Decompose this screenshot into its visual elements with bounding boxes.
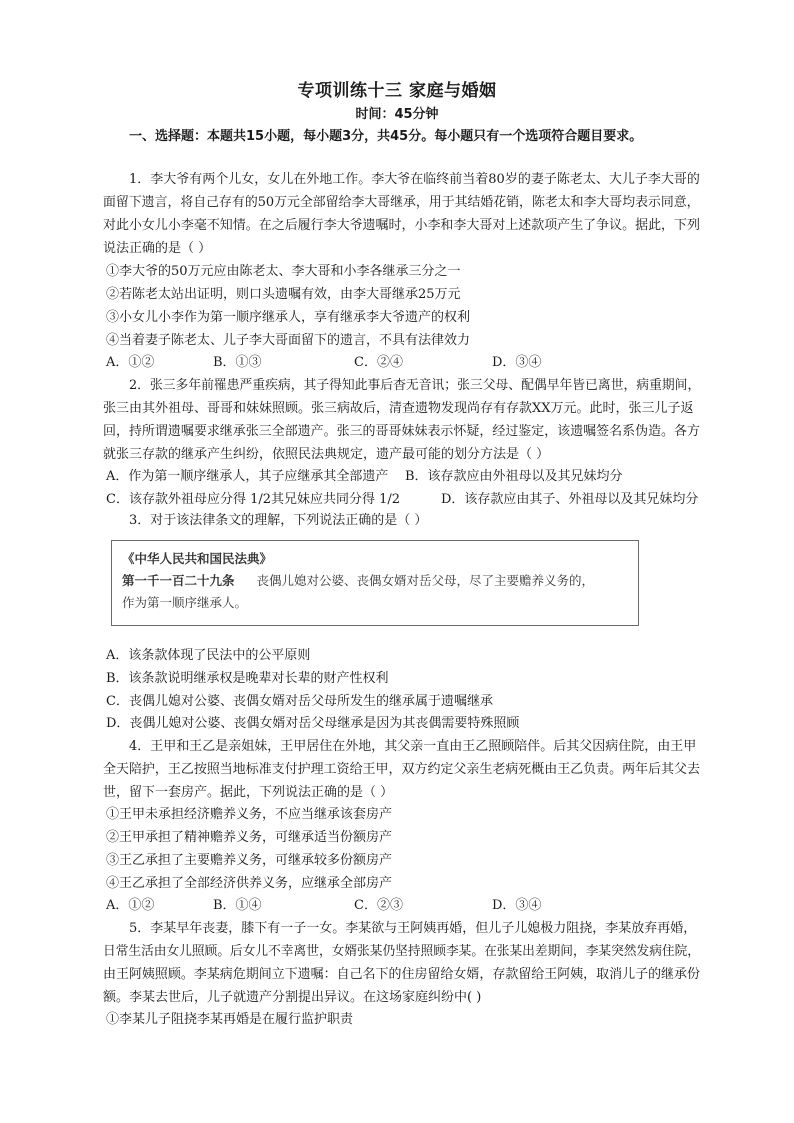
q5-line: 5．李某早年丧妻，膝下有一子一女。李某欲与王阿姨再婚，但儿子儿媳极力阻挠，李某放弃再婚， (129, 921, 697, 936)
q1-option-b: B．①③ (213, 355, 262, 370)
q1-line: 面留下遗言，将自己存有的50万元全部留给李大哥继承，用于其结婚花销，陈老太和李大哥均表示同意， (103, 195, 700, 210)
q5-line: 日常生活由女儿照顾。后女儿不幸离世，女婿张某仍坚持照顾李某。在张某出差期间，李某突然发病住院， (103, 944, 701, 959)
time-limit: 时间：45分钟 (355, 107, 439, 122)
law-text-line: 作为第一顺序继承人。 (122, 595, 248, 610)
law-excerpt-box (111, 540, 639, 626)
law-article-number: 第一千一百二十九条 (122, 573, 235, 588)
q3-option-c: C．丧偶儿媳对公婆、丧偶女婿对岳父母所发生的继承属于遗嘱继承 (106, 694, 493, 709)
q1-line: 说法正确的是（ ） (103, 241, 212, 256)
q1-line: 1．李大爷有两个儿女，女儿在外地工作。李大爷在临终前当着80岁的妻子陈老太、大儿子李大哥的 (129, 172, 700, 187)
q3-option-d: D．丧偶儿媳对公婆、丧偶女婿对岳父母继承是因为其丧偶需要特殊照顾 (106, 716, 520, 731)
q4-option-a: A．①② (106, 898, 155, 913)
q2-line: 2．张三多年前罹患严重疾病，其子得知此事后杳无音讯；张三父母、配偶早年皆已离世，病重期间， (129, 378, 701, 393)
law-text: 丧偶儿媳对公婆、丧偶女婿对岳父母，尽了主要赡养义务的， (256, 573, 594, 588)
q1-line: 对此小女儿小李毫不知情。在之后履行李大爷遗嘱时，小李和李大哥对上述款项产生了争议。据此，下列 (103, 218, 700, 233)
q2-option-a: A．作为第一顺序继承人，其子应继承其全部遗产 (106, 469, 389, 484)
q2-option-c: C．该存款外祖母应分得 1/2其兄妹应共同分得 1/2 (106, 492, 401, 507)
q4-option-d: D．③④ (492, 898, 542, 913)
q4-option-c: C．②③ (354, 898, 403, 913)
q4-option-b: B．①④ (213, 898, 262, 913)
q5-item: ①李某儿子阻挠李某再婚是在履行监护职责 (106, 1012, 354, 1027)
q2-option-b: B．该存款应由外祖母以及其兄妹均分 (405, 469, 623, 484)
q2-line: 就张三存款的继承产生纠纷，依照民法典规定，遗产最可能的划分方法是（ ） (103, 447, 550, 462)
q1-item: ①李大爷的50万元应由陈老太、李大哥和小李各继承三分之一 (106, 264, 461, 279)
law-text-line (122, 571, 594, 589)
page-title: 专项训练十三 家庭与婚姻 (297, 81, 497, 101)
q4-line: 全天陪护，王乙按照当地标准支付护理工资给王甲，双方约定父亲生老病死概由王乙负责。两年后其父去 (103, 762, 700, 777)
q4-line: 4．王甲和王乙是亲姐妹，王甲居住在外地，其父亲一直由王乙照顾陪伴。后其父因病住院，由王甲 (129, 739, 697, 754)
q2-line: 张三由其外祖母、哥哥和妹妹照顾。张三病故后，清查遗物发现尚存有存款XX万元。此时，张三儿子返 (103, 401, 694, 416)
q2-line: 回，持所谓遗嘱要求继承张三全部遗产。张三的哥哥妹妹表示怀疑，经过鉴定，该遗嘱签名系伪造。各方 (103, 424, 700, 439)
q1-item: ②若陈老太站出证明，则口头遗嘱有效，由李大哥继承25万元 (106, 287, 461, 302)
q5-line: 由王阿姨照顾。李某病危期间立下遗嘱：自己名下的住房留给女婿，存款留给王阿姨，取消儿子的继承份 (103, 967, 700, 982)
q1-item: ④当着妻子陈老太、儿子李大哥面留下的遗言，不具有法律效力 (106, 333, 471, 348)
section-heading: 一、选择题：本题共15小题，每小题3分，共45分。每小题只有一个选项符合题目要求。 (129, 129, 643, 144)
q1-option-a: A．①② (106, 355, 155, 370)
q4-item: ③王乙承担了主要赡养义务，可继承较多份额房产 (106, 853, 393, 868)
q3-option-a: A．该条款体现了民法中的公平原则 (106, 648, 311, 663)
q3-stem: 3．对于该法律条文的理解，下列说法正确的是（ ） (129, 513, 428, 528)
q2-option-d: D．该存款应由其子、外祖母以及其兄妹均分 (441, 492, 699, 507)
q4-item: ①王甲未承担经济赡养义务，不应当继承该套房产 (106, 807, 393, 822)
q3-option-b: B．该条款说明继承权是晚辈对长辈的财产性权利 (106, 671, 389, 686)
q4-item: ④王乙承担了全部经济供养义务，应继承全部房产 (106, 876, 393, 891)
law-title: 《中华人民共和国民法典》 (122, 551, 273, 566)
q1-item: ③小女儿小李作为第一顺序继承人，享有继承李大爷遗产的权利 (106, 310, 471, 325)
q5-line: 额。李某去世后，儿子就遗产分割提出异议。在这场家庭纠纷中( ) (103, 990, 482, 1005)
q4-line: 世，留下一套房产。据此，下列说法正确的是（ ） (103, 785, 394, 800)
q1-option-c: C．②④ (354, 355, 403, 370)
q4-item: ②王甲承担了精神赡养义务，可继承适当份额房产 (106, 830, 393, 845)
q1-option-d: D．③④ (492, 355, 542, 370)
